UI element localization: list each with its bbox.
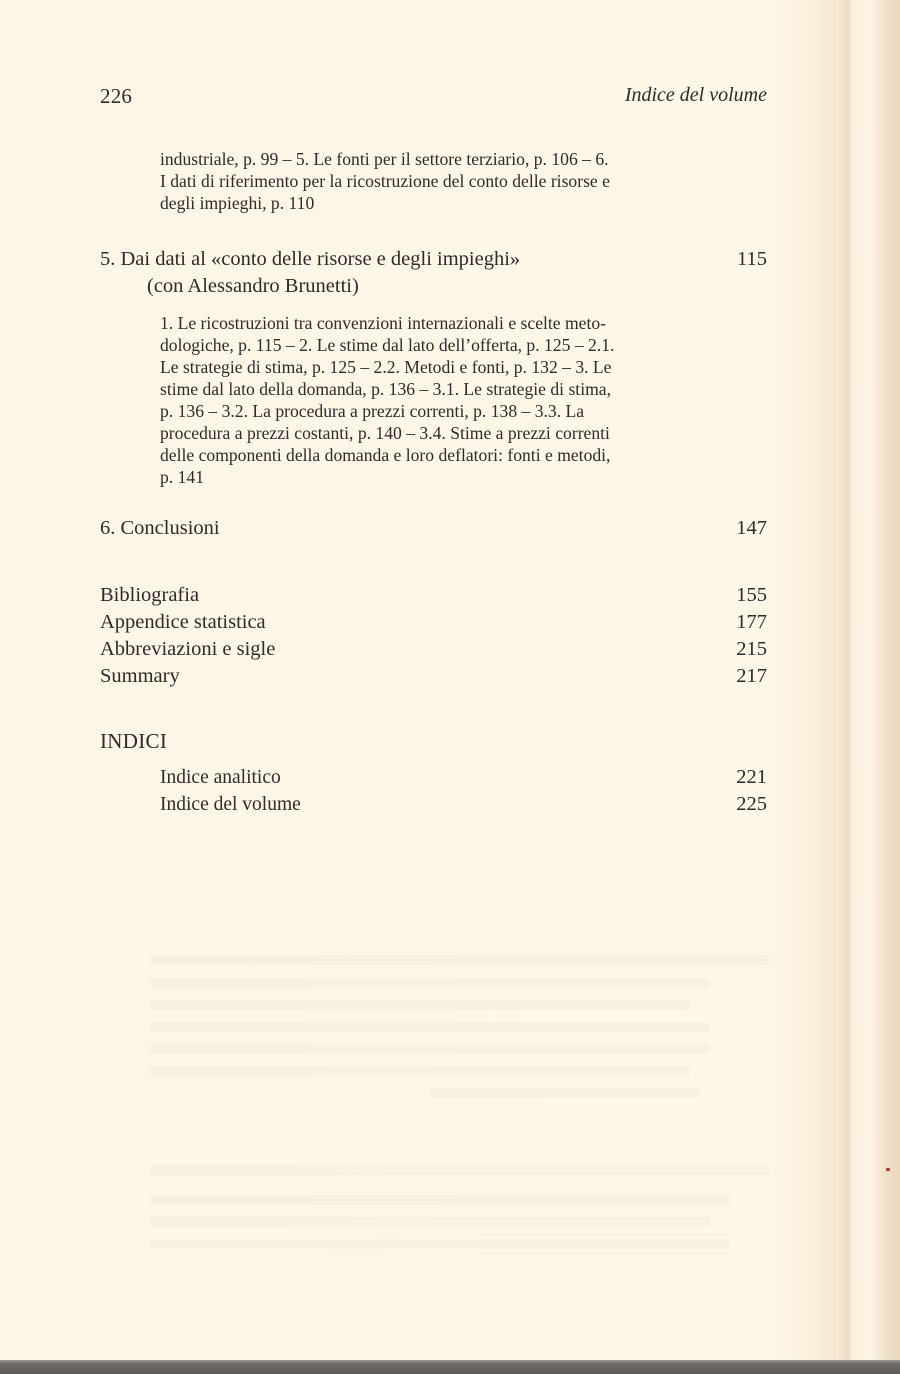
toc-entry-chapter6[interactable] [100, 515, 767, 542]
bleed-through-text [430, 1088, 700, 1098]
entry-label: Appendice statistica [100, 611, 266, 633]
chapter-title: 5. Dai dati al «conto delle risorse e degli impieghi» [100, 248, 521, 270]
chapter-author-note: (con Alessandro Brunetti) [147, 275, 359, 297]
bleed-through-text [150, 1000, 690, 1010]
chapter5-sections [160, 312, 712, 488]
entry-label: Abbreviazioni e sigle [100, 638, 276, 660]
toc-entry-indice-del-volume[interactable] [100, 791, 767, 818]
text-line: Le strategie di stima, p. 125 – 2.2. Metodi e fonti, p. 132 – 3. Le [160, 357, 612, 377]
entry-label: Indice del volume [160, 794, 301, 815]
bleed-through-text [150, 1165, 770, 1175]
text-line: procedura a prezzi costanti, p. 140 – 3.4. Stime a prezzi correnti [160, 423, 610, 443]
text-line: stime dal lato della domanda, p. 136 – 3.1. Le strategie di stima, [160, 379, 611, 399]
toc-entry-summary[interactable] [100, 663, 767, 690]
page-ref: 217 [736, 665, 767, 687]
bleed-through-text [150, 1044, 710, 1054]
bleed-through-text [150, 955, 770, 965]
entry-label: Summary [100, 665, 180, 687]
running-head [100, 84, 767, 114]
text-line: dologiche, p. 115 – 2. Le stime dal lato dell’offerta, p. 125 – 2.1. [160, 335, 615, 355]
toc-entry-indice-analitico[interactable] [100, 764, 767, 791]
toc-entry-chapter5[interactable] [100, 246, 767, 273]
text-line: delle componenti della domanda e loro deflatori: fonti e metodi, [160, 445, 611, 465]
bleed-through-text [150, 1022, 710, 1032]
bleed-through-text [150, 1239, 730, 1249]
bleed-through-text [150, 1066, 690, 1076]
page-ref: 177 [736, 611, 767, 633]
scanner-edge [0, 1360, 900, 1374]
entry-label: Bibliografia [100, 584, 200, 606]
text-line: p. 136 – 3.2. La procedura a prezzi correnti, p. 138 – 3.3. La [160, 401, 585, 421]
page-number: 226 [100, 84, 133, 108]
text-line: p. 141 [160, 467, 204, 487]
bleed-through-text [150, 978, 710, 988]
toc-entry-appendice-statistica[interactable] [100, 609, 767, 636]
page-ref: 155 [736, 584, 767, 606]
section-heading-indici: INDICI [100, 729, 168, 753]
page-ref: 215 [736, 638, 767, 660]
ink-speck [886, 1168, 890, 1171]
bleed-through-text [150, 1195, 730, 1205]
entry-label: Indice analitico [160, 767, 281, 788]
page-ref: 221 [736, 766, 767, 788]
text-line: 1. Le ricostruzioni tra convenzioni internazionali e scelte meto- [160, 313, 607, 333]
page-ref: 115 [737, 248, 767, 270]
chapter4-sections-continuation [160, 148, 712, 214]
page-ref: 225 [736, 793, 767, 815]
page-ref: 147 [736, 517, 767, 539]
toc-entry-abbreviazioni[interactable] [100, 636, 767, 663]
bleed-through-text [150, 1217, 710, 1227]
text-line: I dati di riferimento per la ricostruzione del conto delle risorse e [160, 171, 610, 191]
text-line: industriale, p. 99 – 5. Le fonti per il settore terziario, p. 106 – 6. [160, 149, 609, 169]
running-title: Indice del volume [624, 84, 767, 106]
toc-entry-bibliografia[interactable] [100, 582, 767, 609]
chapter-title: 6. Conclusioni [100, 517, 220, 539]
text-line: degli impieghi, p. 110 [160, 193, 315, 213]
